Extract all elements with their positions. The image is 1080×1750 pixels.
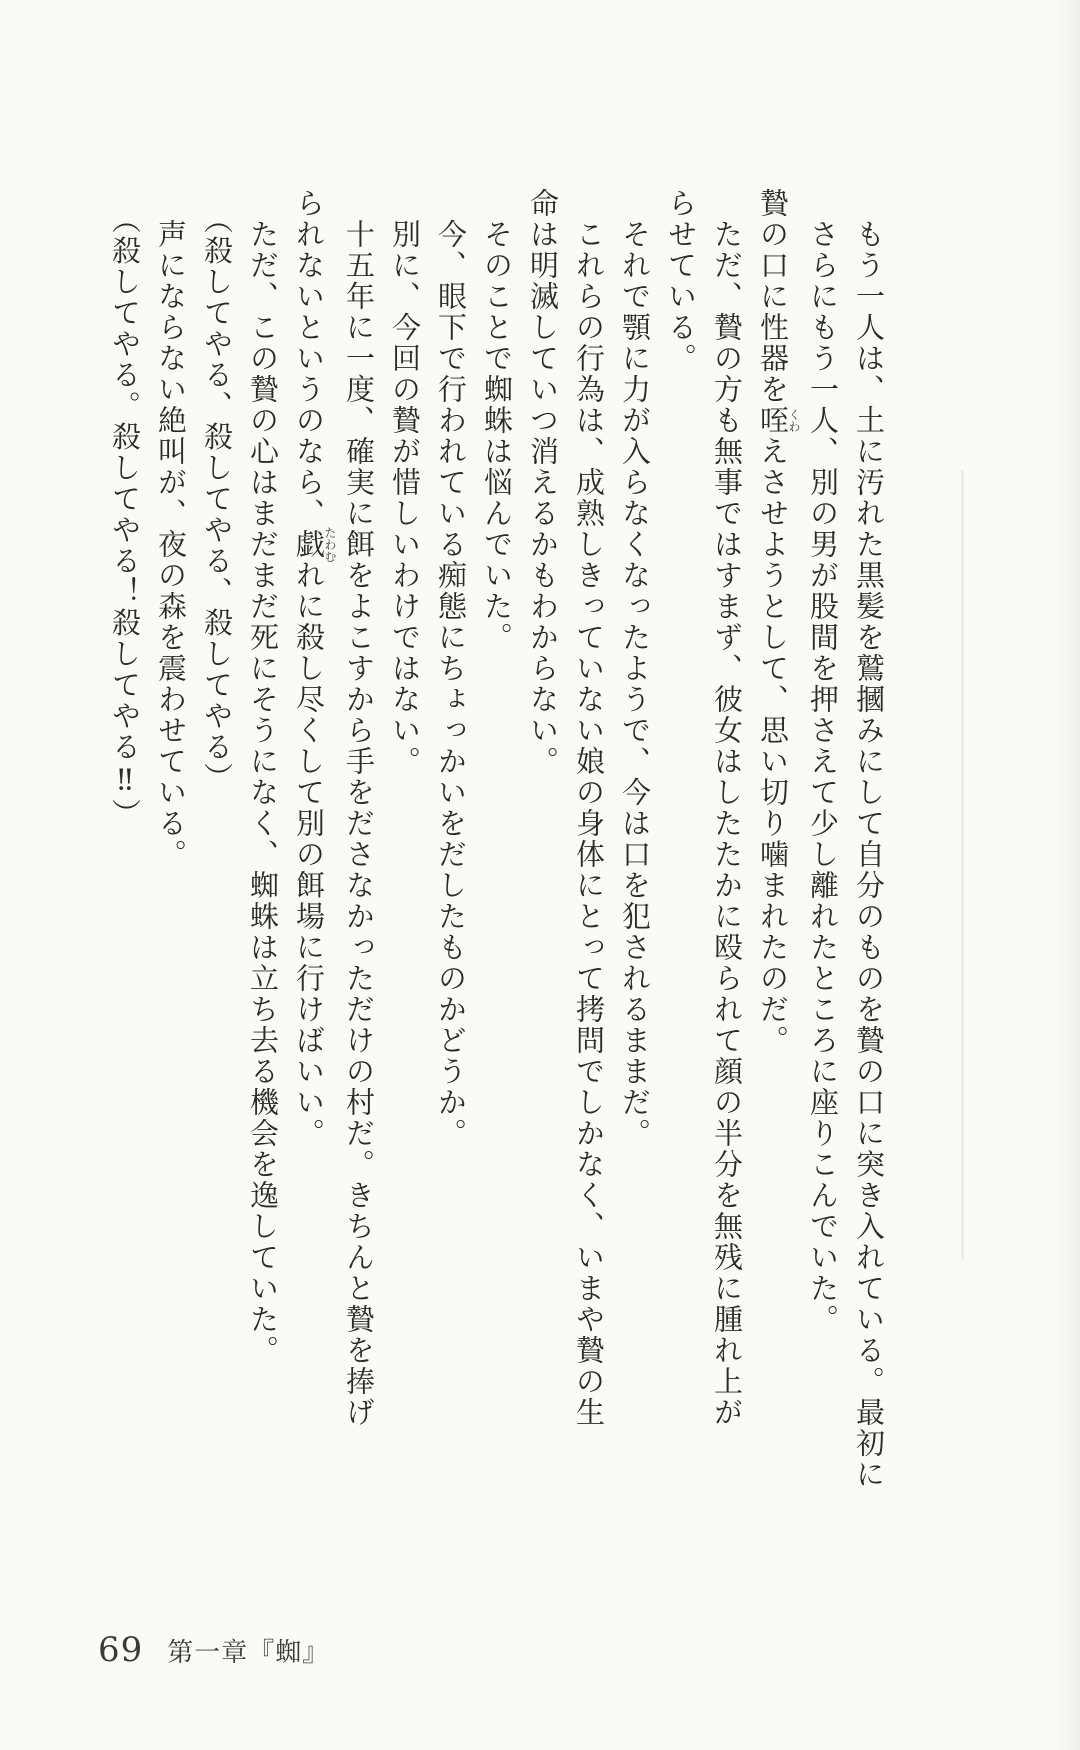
furigana: 戯たわむ — [292, 526, 337, 563]
text-column: そのことで蜘蛛は悩んでいた。 — [480, 188, 514, 653]
text-column: 別に、今回の贄が惜しいわけではない。 — [388, 188, 422, 777]
furigana: 咥くわ — [756, 405, 801, 436]
text-column: 命は明滅していつ消えるかもわからない。 — [526, 188, 560, 777]
text-column: それで顎に力が入らなくなったようで、今は口を犯されるままだ。 — [618, 188, 652, 1149]
text-column: （殺してやる、殺してやる、殺してやる） — [200, 188, 234, 794]
text-column: らせている。 — [664, 188, 698, 374]
text-block — [102, 188, 892, 1496]
text-column: 贄の口に性器を咥くわえさせようとして、思い切り噛まれたのだ。 — [756, 188, 801, 1056]
text-column: 声にならない絶叫が、夜の森を震わせている。 — [154, 188, 188, 870]
text-column: これらの行為は、成熟しきっていない娘の身体にとって拷問でしかなく、いまや贄の生 — [572, 188, 606, 1428]
text-column: さらにもう一人、別の男が股間を押さえて少し離れたところに座りこんでいた。 — [806, 188, 840, 1335]
page-footer — [98, 1630, 329, 1670]
text-column: （殺してやる。殺してやる！殺してやる‼） — [108, 188, 142, 830]
text-column: ただ、この贄の心はまだまだ死にそうになく、蜘蛛は立ち去る機会を逸していた。 — [246, 188, 280, 1366]
text-column: 今、眼下で行われている痴態にちょっかいをだしたものかどうか。 — [434, 188, 468, 1149]
scan-artifact-line — [961, 470, 964, 1260]
text-column: もう一人は、土に汚れた黒髪を鷲摑みにして自分のものを贄の口に突き入れている。最初に — [852, 188, 886, 1490]
text-column: ただ、贄の方も無事ではすまず、彼女はしたたかに殴られて顔の半分を無残に腫れ上が — [710, 188, 744, 1428]
text-column: られないというのなら、戯たわむれに殺し尽くして別の餌場に行けばいい。 — [292, 188, 337, 1149]
chapter-title: 第一章『蜘』 — [167, 1638, 330, 1668]
page-number: 69 — [98, 1630, 144, 1670]
scan-artifact-edge — [1054, 0, 1080, 1750]
text-column: 十五年に一度、確実に餌をよこすから手をださなかっただけの村だ。きちんと贄を捧げ — [342, 188, 376, 1428]
